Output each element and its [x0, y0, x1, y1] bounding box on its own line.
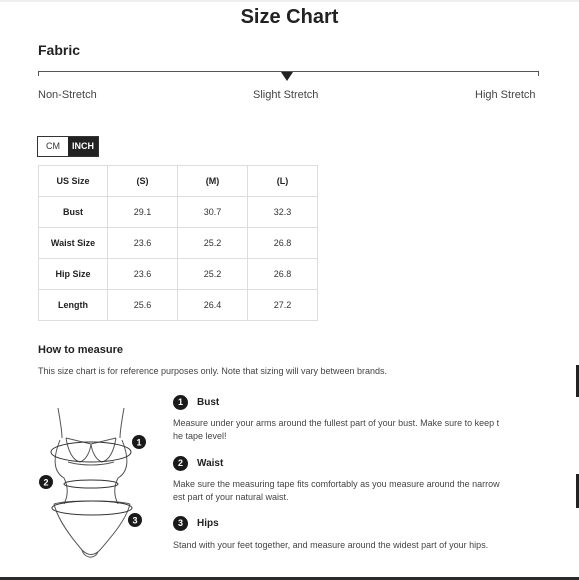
- table-row: [39, 290, 318, 321]
- measure-item-description: Make sure the measuring tape fits comfortably as you measure around the narrowest part of your natural waist.: [173, 479, 500, 502]
- unit-toggle: [37, 136, 99, 157]
- table-header-cell: US Size: [39, 166, 108, 197]
- table-header-row: [39, 166, 318, 197]
- table-cell: 25.2: [178, 259, 248, 290]
- measure-item-description: Measure under your arms around the fullest part of your bust. Make sure to keep the tape level!: [173, 418, 500, 441]
- diagram-marker-label: 1: [136, 437, 142, 448]
- number-badge-icon: 2: [173, 456, 188, 471]
- measure-item-description: Stand with your feet together, and measure around the widest part of your hips.: [173, 540, 489, 550]
- measure-item-waist: [173, 456, 223, 471]
- diagram-marker-1: [132, 435, 146, 449]
- how-to-measure-heading: How to measure: [38, 344, 123, 356]
- diagram-marker-2: [39, 475, 53, 489]
- diagram-marker-label: 3: [132, 515, 138, 526]
- measure-item-bust: [173, 395, 219, 410]
- table-row: [39, 197, 318, 228]
- table-cell: 25.6: [108, 290, 178, 321]
- stretch-marker-icon: [281, 72, 293, 81]
- top-edge: [0, 0, 579, 2]
- table-row: [39, 228, 318, 259]
- table-cell: 27.2: [248, 290, 318, 321]
- unit-inch-button[interactable]: INCH: [68, 137, 98, 156]
- stretch-label-high: High Stretch: [475, 89, 536, 101]
- measure-item-title: Hips: [197, 518, 219, 529]
- measure-item-hips: [173, 516, 219, 531]
- fabric-heading: Fabric: [38, 42, 81, 58]
- row-label: Bust: [39, 197, 108, 228]
- table-cell: 29.1: [108, 197, 178, 228]
- table-cell: 23.6: [108, 228, 178, 259]
- table-row: [39, 259, 318, 290]
- row-label: Hip Size: [39, 259, 108, 290]
- table-cell: 23.6: [108, 259, 178, 290]
- unit-cm-button[interactable]: CM: [38, 137, 68, 156]
- table-cell: 25.2: [178, 228, 248, 259]
- page-title: Size Chart: [240, 6, 339, 28]
- reference-note: This size chart is for reference purposes only. Note that sizing will vary between brands.: [38, 366, 387, 376]
- row-label: Waist Size: [39, 228, 108, 259]
- measure-item-title: Waist: [197, 458, 224, 469]
- stretch-scale-tick-start: [38, 71, 39, 76]
- diagram-marker-label: 2: [43, 477, 49, 488]
- table-header-cell: (S): [108, 166, 178, 197]
- diagram-marker-3: [128, 513, 142, 527]
- row-label: Length: [39, 290, 108, 321]
- size-table: [38, 165, 318, 321]
- stretch-label-non: Non-Stretch: [38, 89, 97, 101]
- table-cell: 26.8: [248, 228, 318, 259]
- table-header-cell: (M): [178, 166, 248, 197]
- number-badge-icon: 3: [173, 516, 188, 531]
- table-header-cell: (L): [248, 166, 318, 197]
- stretch-scale-tick-end: [538, 71, 539, 76]
- table-cell: 32.3: [248, 197, 318, 228]
- body-measurement-illustration: [36, 400, 156, 570]
- table-cell: 26.8: [248, 259, 318, 290]
- stretch-label-slight: Slight Stretch: [253, 89, 319, 101]
- table-cell: 26.4: [178, 290, 248, 321]
- table-cell: 30.7: [178, 197, 248, 228]
- measure-item-title: Bust: [197, 397, 220, 408]
- number-badge-icon: 1: [173, 395, 188, 410]
